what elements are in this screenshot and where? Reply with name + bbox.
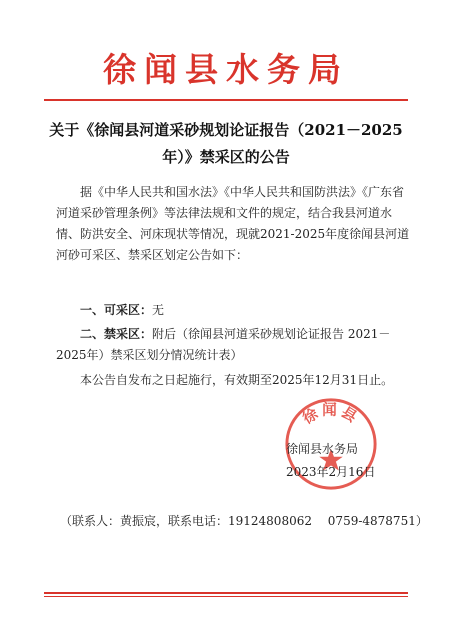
effective-paragraph: 本公告自发布之日起施行，有效期至2025年12月31日止。 <box>80 373 394 387</box>
footer-divider-thin <box>44 596 408 597</box>
org-name-header: 徐闻县水务局 <box>103 50 349 89</box>
item-prohibited-area <box>56 324 412 366</box>
footer-divider-thick <box>44 592 408 594</box>
contact-line: （联系人：黄振宸，联系电话：19124808062 0759-4878751） <box>60 514 428 528</box>
item1-label: 一、可采区： <box>80 303 153 317</box>
item2-label: 二、禁采区： <box>80 327 153 341</box>
signature-org: 徐闻县水务局 <box>286 442 359 456</box>
signature-date: 2023年2月16日 <box>286 465 376 479</box>
document-title <box>40 117 412 171</box>
title-line-2: 年）》禁采区的公告 <box>162 148 290 166</box>
item-permitted-area <box>56 300 412 321</box>
item2-value: 附后（徐闻县河道采砂规划论证报告 2021－2025年）禁采区划分情况统计表） <box>56 327 391 362</box>
intro-paragraph: 据《中华人民共和国水法》《中华人民共和国防洪法》《广东省河道采砂管理条例》等法律法规和文件的规定，结合我县河道水情、防洪安全、河床现状等情况，现就2021-2025年度徐闻县河道河砂可采区、禁采区划定公告如下： <box>56 185 410 262</box>
seal-text: 徐闻县 <box>299 401 363 428</box>
title-line-1: 关于《徐闻县河道采砂规划论证报告（2021－2025 <box>49 121 403 139</box>
item1-value: 无 <box>152 303 165 317</box>
header-divider <box>44 99 408 101</box>
